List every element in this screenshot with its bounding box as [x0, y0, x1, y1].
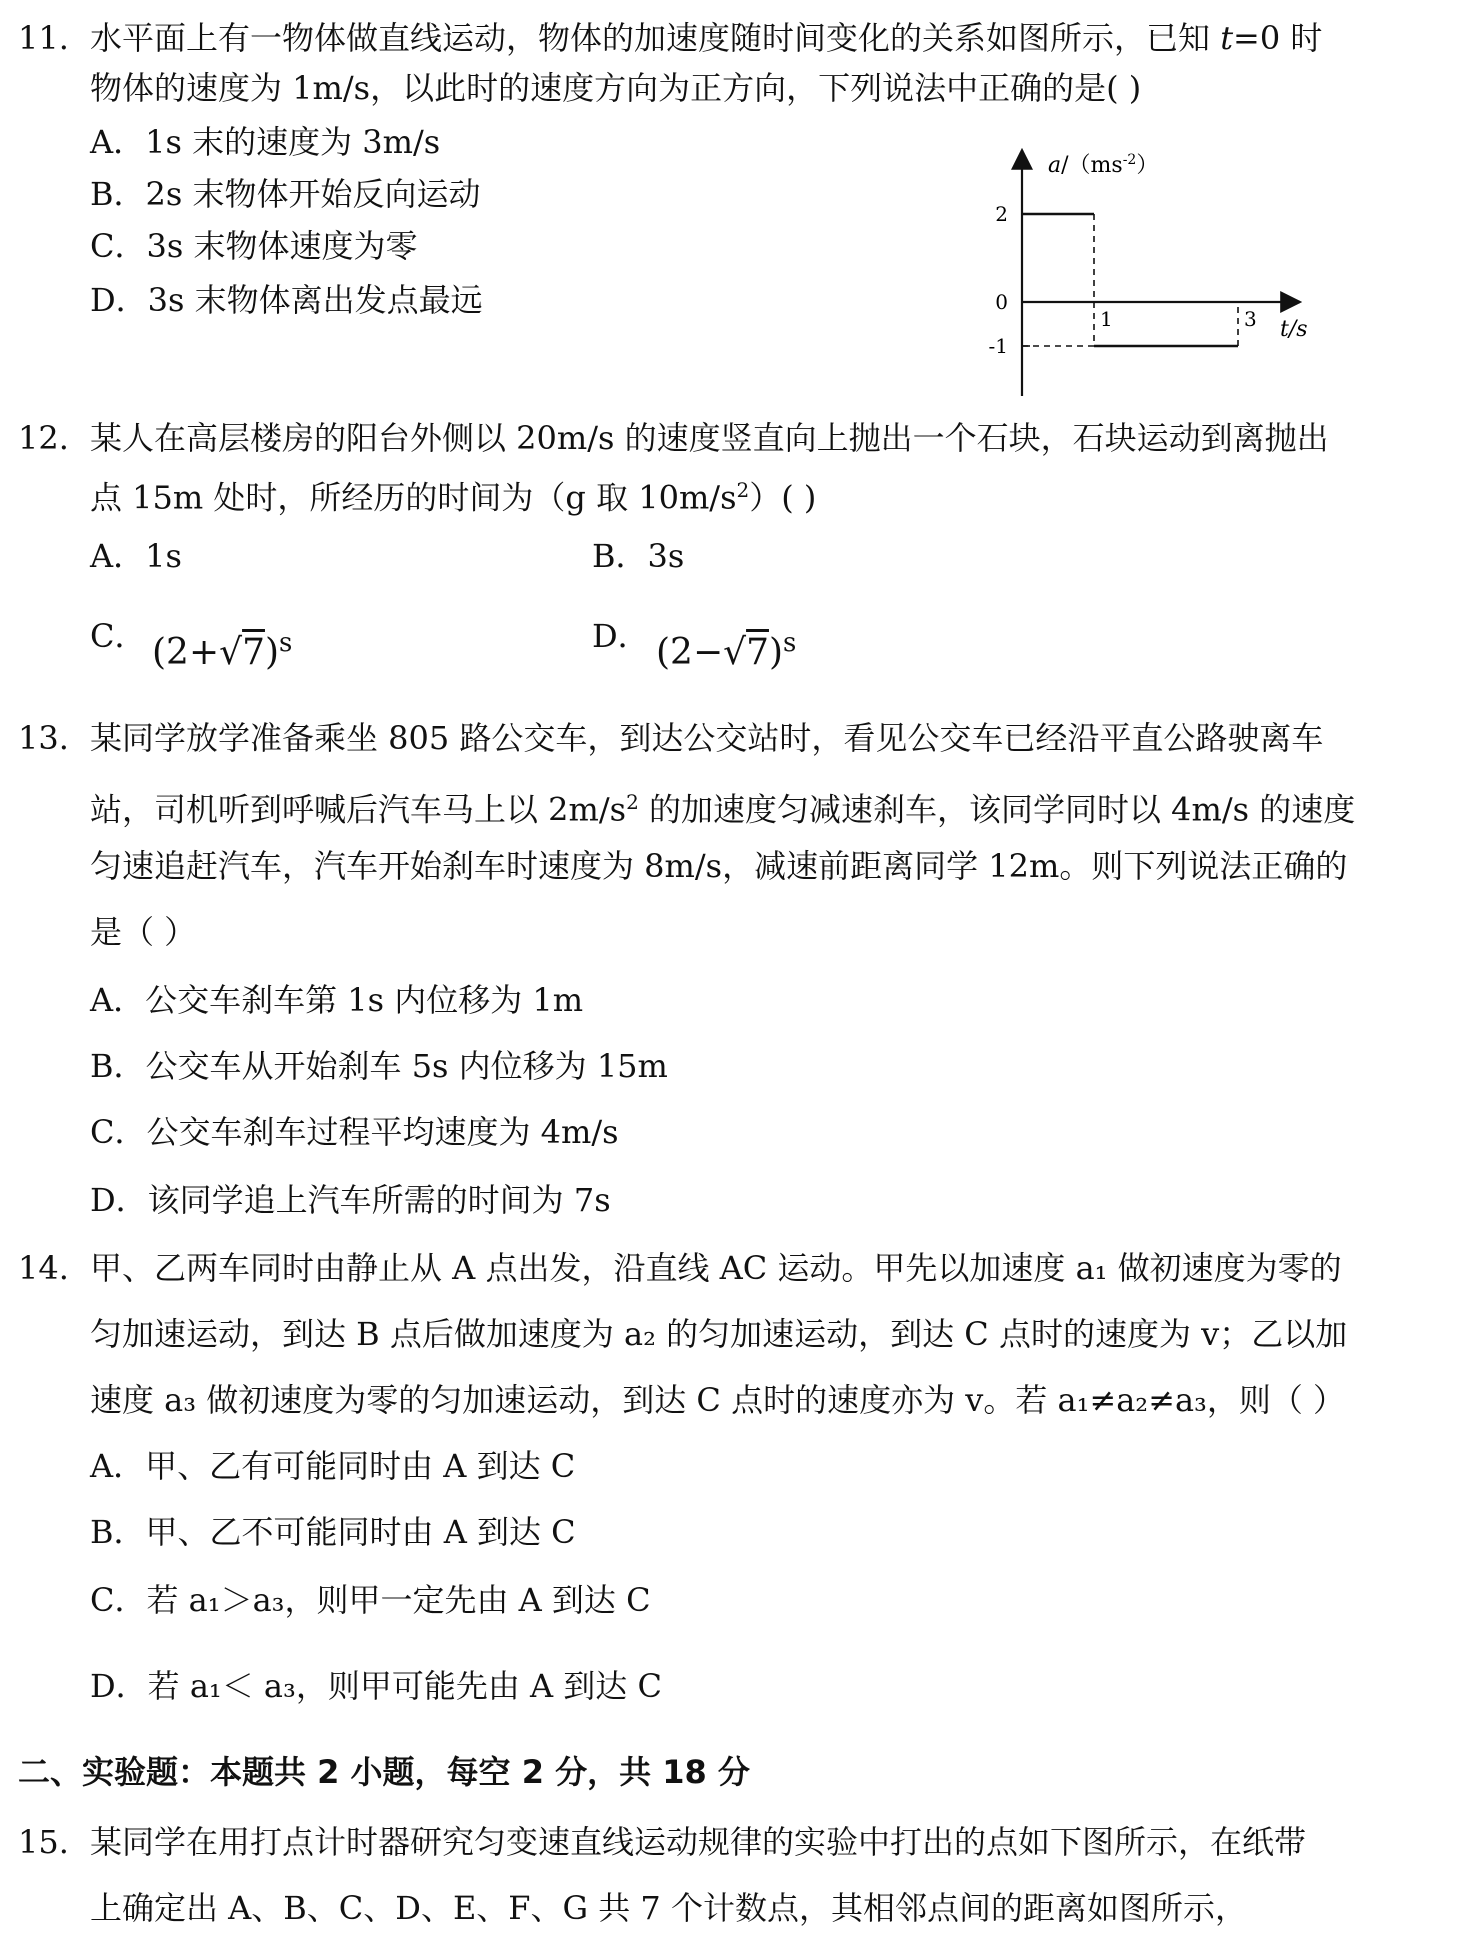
q12-option-c-radicand: 7	[242, 632, 265, 673]
chart-y-label: $a/(ms^{-2})$	[1048, 152, 1159, 178]
q12-option-d-formula	[656, 628, 796, 673]
q12-number: 12.	[18, 419, 69, 457]
q11-stem-t-symbol: t	[1220, 19, 1234, 57]
q13-stem-line1: 某同学放学准备乘坐 805 路公交车，到达公交站时，看见公交车已经沿平直公路驶离车	[90, 719, 1324, 757]
q12-stem-exponent: 2	[736, 478, 750, 502]
q13-option-d: D．该同学追上汽车所需的时间为 7s	[90, 1181, 611, 1219]
q13-stem-line4: 是（ ）	[90, 913, 197, 951]
q14-stem-line3: 速度 a₃ 做初速度为零的匀加速运动，到达 C 点时的速度亦为 v。若 a₁≠a₂≠a₃，则（ ）	[90, 1381, 1346, 1419]
q11-number: 11.	[18, 19, 69, 57]
y-tick-label: 2	[995, 202, 1008, 226]
q12-stem-line1: 某人在高层楼房的阳台外侧以 20m/s 的速度竖直向上抛出一个石块，石块运动到离抛出	[90, 419, 1329, 457]
q12-option-d-radicand: 7	[746, 632, 769, 673]
q12-option-c-unit: s	[279, 628, 293, 658]
q14-option-b: B．甲、乙不可能同时由 A 到达 C	[90, 1513, 576, 1551]
q13-number: 13.	[18, 719, 69, 757]
chart-x-label: t/s	[1280, 317, 1308, 342]
q14-option-c: C．若 a₁＞a₃，则甲一定先由 A 到达 C	[90, 1581, 651, 1619]
q14-option-d: D．若 a₁＜ a₃，则甲可能先由 A 到达 C	[90, 1667, 662, 1705]
q11-option-a: A．1s 末的速度为 3m/s	[90, 123, 441, 161]
q11-option-c: C．3s 末物体速度为零	[90, 227, 418, 265]
y-tick-label: 0	[995, 290, 1008, 314]
q13-stem-line2-a: 站，司机听到呼喊后汽车马上以 2m/s	[90, 790, 627, 829]
q13-option-a: A．公交车刹车第 1s 内位移为 1m	[90, 981, 584, 1019]
x-tick-label: 1	[1100, 307, 1113, 331]
q13-option-b: B．公交车从开始刹车 5s 内位移为 15m	[90, 1047, 668, 1085]
q11-stem-line1	[90, 18, 1322, 58]
q15-stem-line1: 某同学在用打点计时器研究匀变速直线运动规律的实验中打出的点如下图所示，在纸带	[90, 1823, 1307, 1861]
q12-option-c-label: C．	[90, 617, 147, 655]
q11-option-b: B．2s 末物体开始反向运动	[90, 175, 481, 213]
q12-option-c-formula-a: (2+√	[152, 632, 243, 673]
q15-number: 15.	[18, 1823, 69, 1861]
q13-stem-exponent: 2	[626, 790, 639, 814]
q12-stem-line2-b: ）( )	[749, 478, 817, 517]
q11-stem-line1-b: =0 时	[1233, 19, 1323, 57]
q11-stem-line1-a: 水平面上有一物体做直线运动，物体的加速度随时间变化的关系如图所示，已知	[90, 19, 1221, 57]
y-tick-label: -1	[988, 334, 1008, 358]
q12-option-d-formula-a: (2−√	[656, 632, 747, 673]
q12-option-a: A．1s	[90, 537, 182, 575]
q14-option-a: A．甲、乙有可能同时由 A 到达 C	[90, 1447, 576, 1485]
q13-option-c: C．公交车刹车过程平均速度为 4m/s	[90, 1113, 619, 1151]
q13-stem-line3: 匀速追赶汽车，汽车开始刹车时速度为 8m/s，减速前距离同学 12m。则下列说法正确的	[90, 847, 1348, 885]
q12-option-c-formula-c: )	[264, 632, 280, 673]
q12-option-d-label: D．	[592, 617, 650, 655]
q15-stem-line2: 上确定出 A、B、C、D、E、F、G 共 7 个计数点，其相邻点间的距离如图所示，	[90, 1889, 1247, 1927]
q14-number: 14.	[18, 1249, 69, 1287]
q11-option-d: D．3s 末物体离出发点最远	[90, 281, 483, 319]
q12-option-c-formula	[152, 628, 292, 673]
q14-stem-line1: 甲、乙两车同时由静止从 A 点出发，沿直线 AC 运动。甲先以加速度 a₁ 做初速度为零的	[90, 1249, 1342, 1287]
q12-option-d-formula-c: )	[768, 632, 784, 673]
section-2-heading: 二、实验题：本题共 2 小题，每空 2 分，共 18 分	[18, 1753, 750, 1791]
q13-stem-line2	[90, 782, 1355, 830]
q12-stem-line2	[90, 470, 816, 518]
q11-stem-line2: 物体的速度为 1m/s，以此时的速度方向为正方向，下列说法中正确的是( )	[90, 69, 1142, 107]
q12-option-b: B．3s	[592, 537, 685, 575]
q12-stem-line2-a: 点 15m 处时，所经历的时间为（g 取 10m/s	[90, 478, 737, 517]
q11-acceleration-time-chart	[960, 140, 1330, 400]
q13-stem-line2-b: 的加速度匀减速刹车，该同学同时以 4m/s 的速度	[638, 790, 1356, 829]
q12-option-d-unit: s	[783, 628, 797, 658]
x-tick-label: 3	[1244, 307, 1257, 331]
q14-stem-line2: 匀加速运动，到达 B 点后做加速度为 a₂ 的匀加速运动，到达 C 点时的速度为 v；乙以加	[90, 1315, 1348, 1353]
